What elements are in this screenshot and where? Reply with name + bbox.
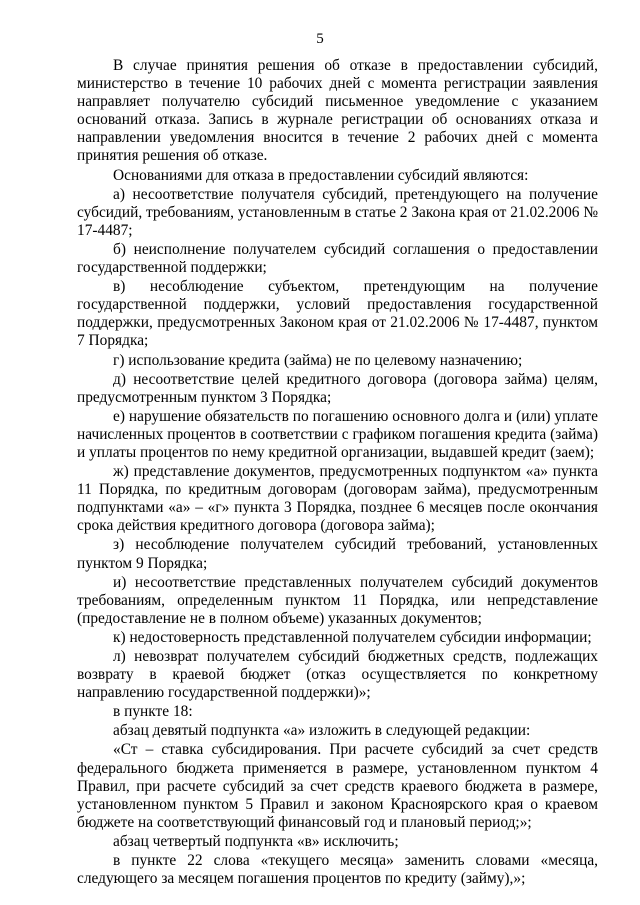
paragraph-ground-z: з) несоблюдение получателем субсидий требований, установленных пунктом 9 Порядка; <box>77 536 598 572</box>
paragraph-ground-v: в) несоблюдение субъектом, претендующим на получение государственной поддержки, условий предоставления государственной поддержки, предусмотренных Законом края от 21.02.2006 № 17-4487, пунктом 7 Порядка; <box>77 278 598 350</box>
paragraph-ground-b: б) неисполнение получателем субсидий соглашения о предоставлении государственной поддержки; <box>77 240 598 277</box>
paragraph-ground-l: л) невозврат получателем субсидий бюджетных средств, подлежащих возврату в краевой бюджет (отказ осуществляется по конкретному направлению государственной поддержки)»; <box>77 648 598 702</box>
page-number: 5 <box>316 31 324 47</box>
paragraph-ground-d: д) несоответствие целей кредитного договора (договора займа) целям, предусмотренным пунктом 3 Порядка; <box>77 370 598 406</box>
paragraph-ground-i: и) несоответствие представленных получателем субсидий документов требованиям, определенным пунктом 11 Порядка, или непредставление (предоставление не в полном объеме) указанных документов; <box>77 573 598 627</box>
document-body <box>77 57 598 888</box>
paragraph-ground-k: к) недостоверность представленной получателем субсидии информации; <box>113 628 592 646</box>
paragraph-refusal-grounds-intro: Основаниями для отказа в предоставлении субсидий являются: <box>113 166 529 184</box>
paragraph-st-definition: «Ст – ставка субсидирования. При расчете субсидий за счет средств федерального бюджета применяется в размере, установленном пунктом 4 Правил, при расчете субсидий за счет средств краевого бюджета в размере, установленном пунктом 5 Правил и законом Красноярского края о краевом бюджете на соответствующий финансовый год и плановый период;»; <box>77 741 598 831</box>
paragraph-point-18: в пункте 18: <box>113 703 193 721</box>
paragraph-point-22: в пункте 22 слова «текущего месяца» заменить словами «месяца, следующего за месяцем погашения процентов по кредиту (займу),»; <box>77 852 598 888</box>
paragraph-subpoint-v-remove: абзац четвертый подпункта «в» исключить; <box>113 832 399 850</box>
paragraph-refusal-notice: В случае принятия решения об отказе в предоставлении субсидий, министерство в течение 10 рабочих дней с момента регистрации заявления направляет получателю субсидий письменное уведомление с указанием оснований отказа. Запись в журнале регистрации об основаниях отказа и направлении уведомления вносится в течение 2 рабочих дней с момента принятия решения об отказе. <box>77 57 598 165</box>
paragraph-ground-e: е) нарушение обязательств по погашению основного долга и (или) уплате начисленных процентов в соответствии с графиком погашения кредита (займа) и уплаты процентов по нему кредитной организации, выдавшей кредит (заем); <box>77 407 598 461</box>
paragraph-ground-g: г) использование кредита (займа) не по целевому назначению; <box>113 351 523 369</box>
paragraph-ground-zh: ж) представление документов, предусмотренных подпунктом «а» пункта 11 Порядка, по кредитным договорам (договорам займа), предусмотренным подпунктами «а» – «г» пункта 3 Порядка, позднее 6 месяцев после окончания срока действия кредитного договора (договора займа); <box>77 463 598 535</box>
paragraph-ground-a: а) несоответствие получателя субсидий, претендующего на получение субсидий, требованиям, установленным в статье 2 Закона края от 21.02.2006 № 17-4487; <box>77 185 598 239</box>
paragraph-subpoint-a-edit: абзац девятый подпункта «а» изложить в следующей редакции: <box>113 722 531 740</box>
